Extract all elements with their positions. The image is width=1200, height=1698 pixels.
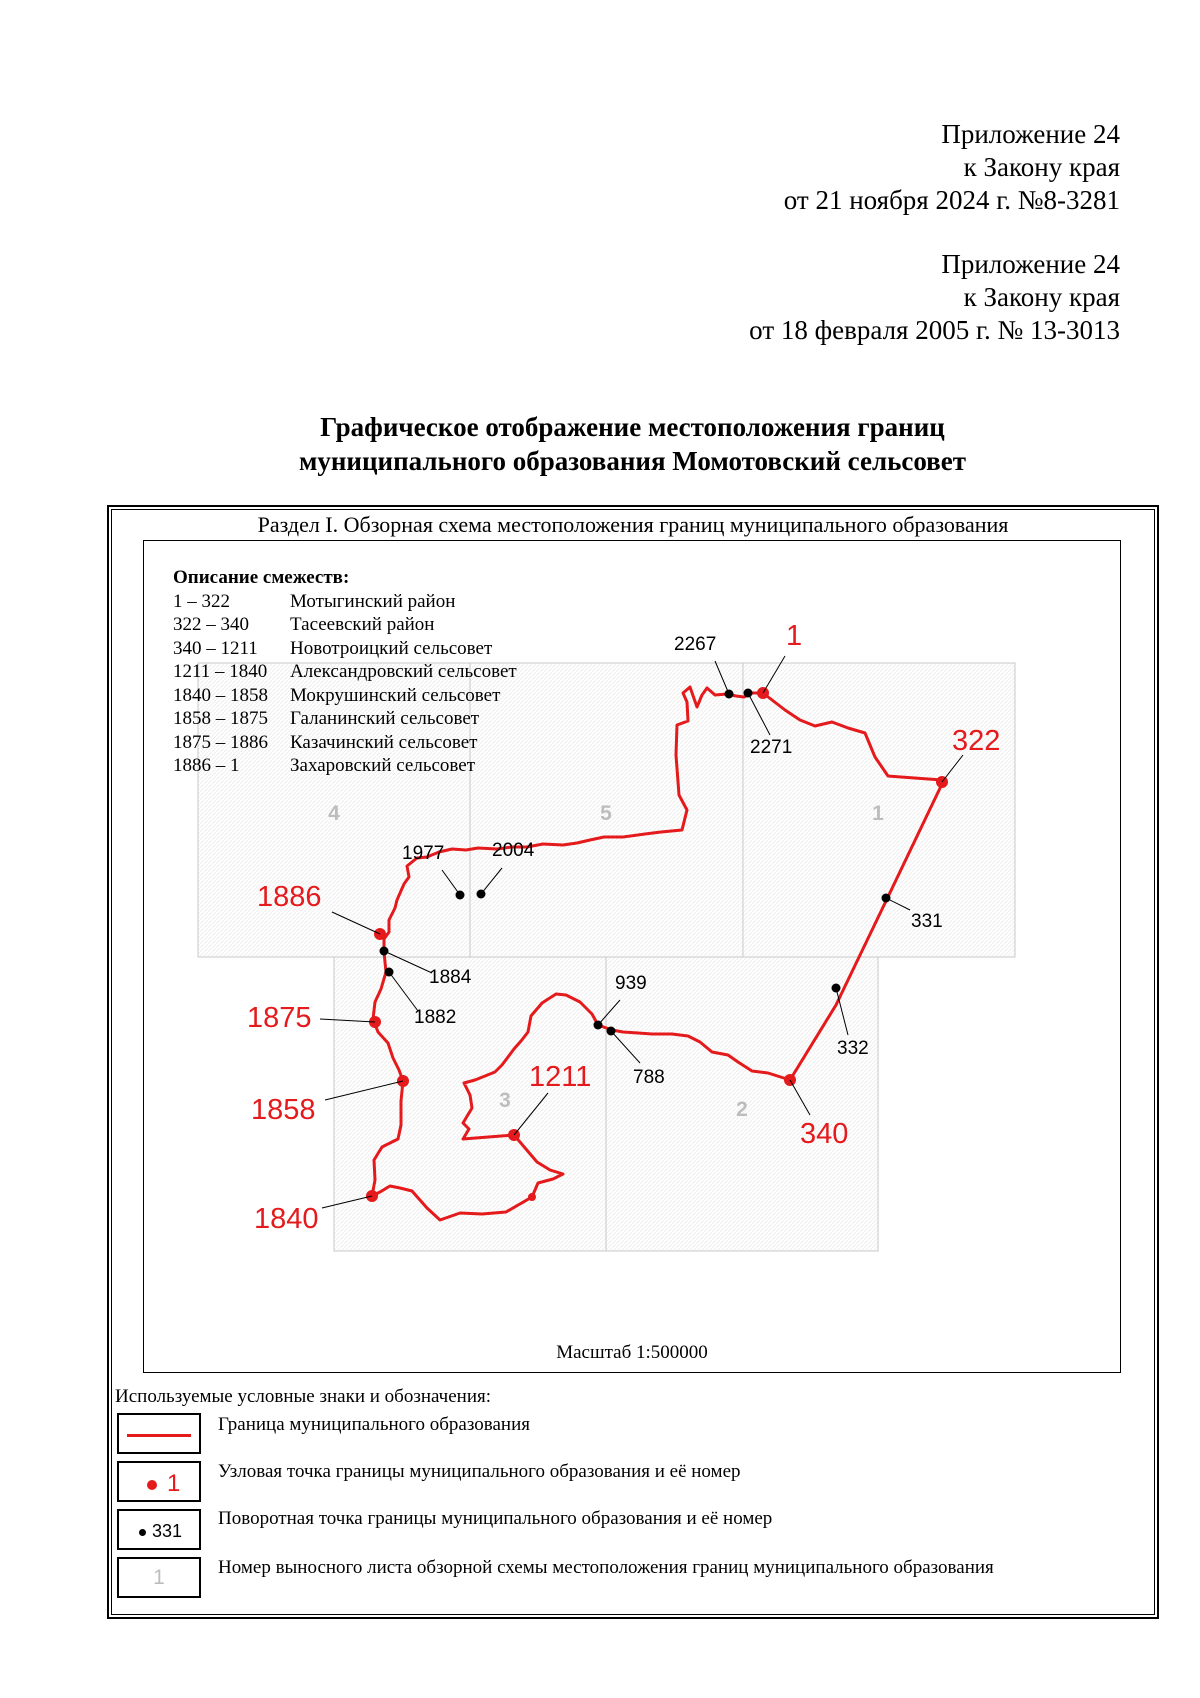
turn-point-label: 1977 <box>402 843 445 864</box>
header-line: к Закону края <box>963 282 1120 312</box>
node-point-label: 1840 <box>254 1203 319 1235</box>
header-line: к Закону края <box>963 152 1120 182</box>
adjacency-table <box>173 590 517 778</box>
node-point-label: 1211 <box>529 1061 592 1093</box>
legend-item-text: Поворотная точка границы муниципального образования и её номер <box>218 1508 773 1529</box>
node-point-label: 1875 <box>247 1002 312 1034</box>
adjacency-range: 1211 – 1840 <box>173 661 268 682</box>
title-line: Графическое отображение местоположения границ <box>320 412 945 442</box>
adjacency-row <box>173 684 517 708</box>
turn-point-label: 788 <box>633 1067 665 1088</box>
adjacency-name: Казачинский сельсовет <box>290 731 478 753</box>
turn-point-label: 939 <box>615 973 647 994</box>
sheet-number-label: 3 <box>499 1089 511 1112</box>
sheet-number-label: 4 <box>328 802 340 825</box>
turn-point-label: 2271 <box>750 737 793 758</box>
adjacency-row <box>173 754 517 778</box>
adjacency-range: 1 – 322 <box>173 590 230 612</box>
adjacency-range: 1886 – 1 <box>173 755 240 776</box>
header-line: от 18 февраля 2005 г. № 13-3013 <box>749 315 1120 345</box>
node-point-label: 322 <box>952 725 1001 757</box>
node-point-label: 1886 <box>257 881 322 913</box>
turn-point-label: 2267 <box>674 634 717 655</box>
adjacency-name: Захаровский сельсовет <box>290 755 476 776</box>
legend-item-text: Граница муниципального образования <box>218 1414 530 1435</box>
adjacency-heading: Описание смежеств: <box>173 567 350 588</box>
turn-point-label: 2004 <box>492 840 535 861</box>
adjacency-name: Новотроицкий сельсовет <box>290 637 493 659</box>
title-line: муниципального образования Момотовский сельсовет <box>298 446 967 476</box>
section-title: Раздел I. Обзорная схема местоположения границ муниципального образования <box>257 512 1009 537</box>
adjacency-range: 1858 – 1875 <box>173 708 268 729</box>
adjacency-range: 1840 – 1858 <box>173 684 268 706</box>
header-line: Приложение 24 <box>941 249 1120 279</box>
adjacency-row <box>173 590 517 614</box>
adjacency-range: 340 – 1211 <box>173 637 258 659</box>
turn-point-label: 1882 <box>414 1007 457 1028</box>
sheet-number-label: 2 <box>736 1098 748 1121</box>
node-point-unlabeled-marker <box>528 1193 536 1201</box>
adjacency-row <box>173 613 517 637</box>
node-point-label: 1 <box>786 620 803 652</box>
adjacency-name: Александровский сельсовет <box>290 661 517 682</box>
adjacency-name: Тасеевский район <box>290 614 435 635</box>
adjacency-row <box>173 707 517 731</box>
adjacency-row <box>173 660 517 684</box>
legend-heading: Используемые условные знаки и обозначения: <box>115 1386 492 1407</box>
map-scale: Масштаб 1:500000 <box>556 1342 708 1363</box>
adjacency-row <box>173 731 517 755</box>
adjacency-range: 322 – 340 <box>173 614 249 635</box>
sheet-number-sample: 1 <box>153 1566 165 1589</box>
header-line: от 21 ноября 2024 г. №8-3281 <box>783 185 1120 215</box>
adjacency-name: Галанинский сельсовет <box>290 708 480 729</box>
turn-point-label: 332 <box>837 1038 869 1059</box>
adjacency-description <box>173 566 517 778</box>
turn-point-label: 1884 <box>429 967 472 988</box>
node-point-label: 340 <box>800 1118 849 1150</box>
legend-item-text: Узловая точка границы муниципального образования и её номер <box>218 1461 741 1482</box>
adjacency-range: 1875 – 1886 <box>173 731 268 753</box>
header-line: Приложение 24 <box>941 119 1120 149</box>
adjacency-name: Мокрушинский сельсовет <box>290 684 501 706</box>
sheet-number-label: 5 <box>600 802 612 825</box>
adjacency-row <box>173 637 517 661</box>
node-point-label: 1858 <box>251 1094 316 1126</box>
adjacency-name: Мотыгинский район <box>290 590 456 612</box>
sheet-number-label: 1 <box>872 802 884 825</box>
turn-point-sample-number: 331 <box>152 1521 183 1541</box>
node-point-sample-number: 1 <box>167 1470 181 1497</box>
legend-item-text: Номер выносного листа обзорной схемы местоположения границ муниципального образования <box>218 1557 994 1578</box>
turn-point-label: 331 <box>911 911 943 932</box>
